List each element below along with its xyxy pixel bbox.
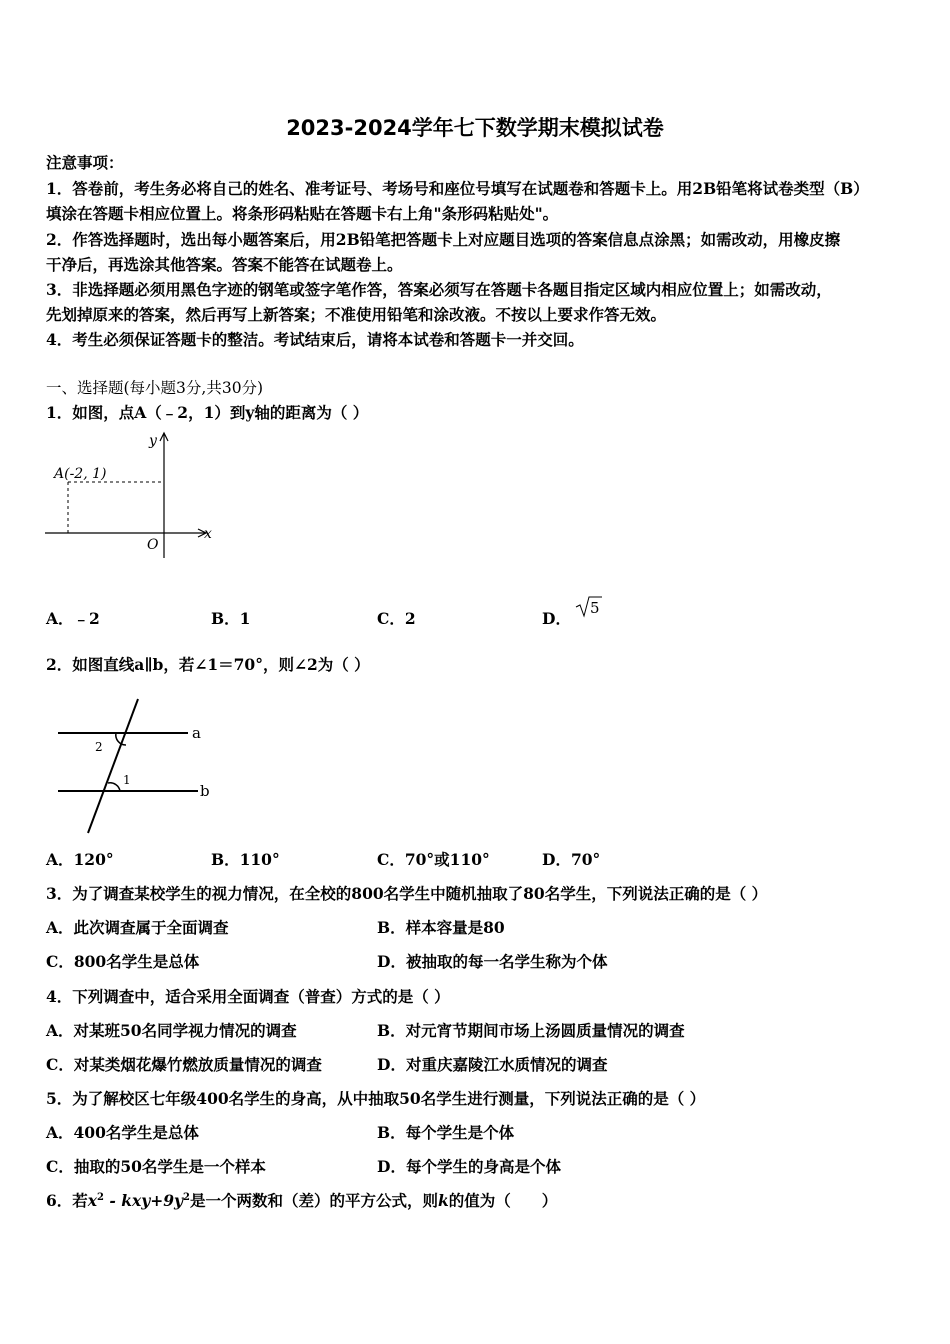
q6-expression: - kxy+9y — [104, 1191, 184, 1210]
x-axis-label: x — [204, 526, 212, 542]
notice-line: 填涂在答题卡相应位置上。将条形码粘贴在答题卡右上角"条形码粘贴处"。 — [46, 204, 559, 223]
question-5-stem: 5．为了解校区七年级400名学生的身高，从中抽取50名学生进行测量，下列说法正确的是（ ） — [46, 1089, 706, 1108]
q4-option-b: B．对元宵节期间市场上汤圆质量情况的调查 — [377, 1021, 685, 1040]
q4-option-c: C．对某类烟花爆竹燃放质量情况的调查 — [46, 1055, 322, 1074]
angle-1-label: 1 — [123, 773, 131, 787]
q5-option-d: D．每个学生的身高是个体 — [377, 1157, 561, 1176]
label-a: a — [192, 724, 201, 742]
notice-line: 先划掉原来的答案，然后再写上新答案；不准使用铅笔和涂改液。不按以上要求作答无效。 — [46, 305, 667, 324]
q2-parallel-lines-figure — [50, 695, 220, 840]
question-4-stem: 4．下列调查中，适合采用全面调查（普查）方式的是（ ） — [46, 987, 450, 1006]
q3-option-b: B．样本容量是80 — [377, 918, 505, 937]
sqrt-radicand: 5 — [590, 599, 600, 617]
angle-2-label: 2 — [95, 740, 103, 754]
q2-option-b: B．110° — [211, 850, 280, 869]
q5-option-c: C．抽取的50名学生是一个样本 — [46, 1157, 266, 1176]
notice-line: 4．考生必须保证答题卡的整洁。考试结束后，请将本试卷和答题卡一并交回。 — [46, 330, 584, 349]
q6-exponent: 2 — [183, 1191, 190, 1203]
q1-option-c: C．2 — [377, 609, 416, 628]
y-axis-label: y — [149, 433, 157, 449]
point-a-label: A(-2, 1) — [54, 466, 107, 482]
notice-heading: 注意事项： — [46, 153, 124, 172]
q6-suffix: 的值为（ ） — [448, 1191, 558, 1210]
q3-option-a: A．此次调查属于全面调查 — [46, 918, 229, 937]
question-1-stem: 1．如图，点A（﹣2，1）到y轴的距离为（ ） — [46, 403, 369, 422]
q2-option-a: A．120° — [46, 850, 114, 869]
q6-prefix: 6．若 — [46, 1191, 88, 1210]
q4-option-a: A．对某班50名同学视力情况的调查 — [46, 1021, 297, 1040]
q4-option-d: D．对重庆嘉陵江水质情况的调查 — [377, 1055, 608, 1074]
q6-middle-text: 是一个两数和（差）的平方公式，则 — [189, 1191, 438, 1210]
section-heading: 一、选择题(每小题3分,共30分) — [46, 379, 264, 397]
q6-var-x: x — [87, 1191, 98, 1210]
q5-option-b: B．每个学生是个体 — [377, 1123, 515, 1142]
label-b: b — [200, 782, 210, 800]
q1-option-a: A．﹣2 — [46, 609, 100, 628]
q6-exponent: 2 — [97, 1191, 105, 1203]
question-2-stem: 2．如图直线a∥b，若∠1＝70°，则∠2为（ ） — [46, 655, 370, 674]
q6-var-k: k — [438, 1191, 449, 1210]
transversal — [88, 699, 138, 833]
q1-coordinate-figure — [40, 428, 220, 563]
question-6-stem — [46, 1189, 557, 1211]
q2-option-c: C．70°或110° — [377, 850, 490, 869]
sqrt-symbol — [574, 594, 604, 620]
notice-line: 1．答卷前，考生务必将自己的姓名、准考证号、考场号和座位号填写在试题卷和答题卡上。用2B铅笔将试卷类型（B） — [46, 179, 869, 198]
q1-option-b: B．1 — [211, 609, 251, 628]
q3-option-d: D．被抽取的每一名学生称为个体 — [377, 952, 608, 971]
question-3-stem: 3．为了调查某校学生的视力情况，在全校的800名学生中随机抽取了80名学生，下列说法正确的是（ ） — [46, 884, 768, 903]
angle-1-arc — [108, 783, 120, 791]
notice-line: 3．非选择题必须用黑色字迹的钢笔或签字笔作答，答案必须写在答题卡各题目指定区域内相应位置上；如需改动， — [46, 280, 832, 299]
q2-option-d: D．70° — [542, 850, 601, 869]
origin-label: O — [147, 537, 159, 553]
notice-line: 2．作答选择题时，选出每小题答案后，用2B铅笔把答题卡上对应题目选项的答案信息点涂黑；如需改动，用橡皮擦 — [46, 230, 841, 249]
notice-line: 干净后，再选涂其他答案。答案不能答在试题卷上。 — [46, 255, 403, 274]
q3-option-c: C．800名学生是总体 — [46, 952, 200, 971]
q1-option-d: D． — [542, 609, 571, 628]
q5-option-a: A．400名学生是总体 — [46, 1123, 199, 1142]
exam-title: 2023-2024学年七下数学期末模拟试卷 — [286, 116, 664, 140]
